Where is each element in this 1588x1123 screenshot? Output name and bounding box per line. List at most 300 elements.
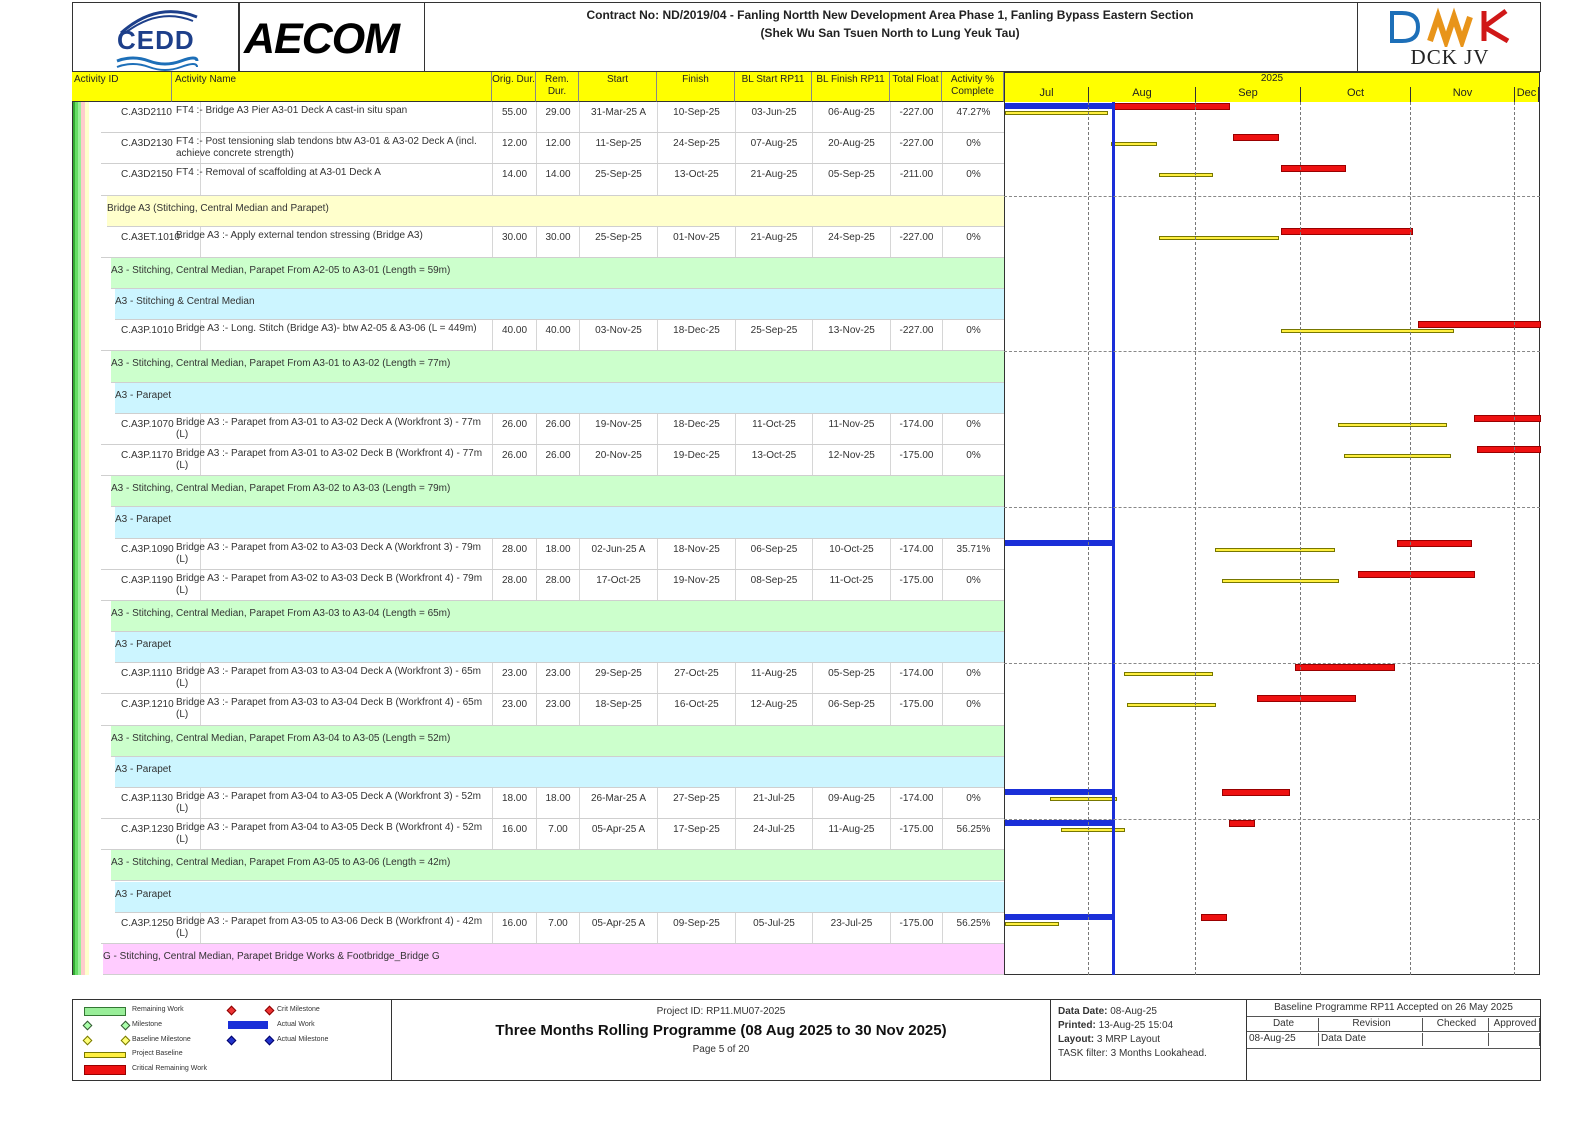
- baseline-bar[interactable]: [1344, 454, 1451, 458]
- revision-block: [1247, 1000, 1540, 1080]
- cell-pct: 35.71%: [943, 539, 1005, 569]
- cell-pct: 0%: [943, 788, 1005, 818]
- revision-cell: [1423, 1033, 1489, 1046]
- wbs-gantt-band: [1005, 601, 1539, 632]
- cell-name: Bridge A3 :- Parapet from A3-04 to A3-05 Deck A (Workfront 3) - 52m (L): [173, 788, 493, 818]
- cell-bl-finish: 13-Nov-25: [813, 320, 891, 350]
- baseline-milestone-icon: [83, 1036, 93, 1046]
- revision-row: [1247, 1032, 1540, 1047]
- cell-orig: 28.00: [493, 570, 537, 600]
- baseline-note: Baseline Programme RP11 Accepted on 26 May 2025: [1274, 1002, 1513, 1013]
- cell-name: Bridge A3 :- Parapet from A3-02 to A3-03 Deck B (Workfront 4) - 79m (L): [173, 570, 493, 600]
- cell-start: 31-Mar-25 A: [580, 102, 658, 132]
- gantt-row-gridline: [1004, 351, 1540, 352]
- wbs-label: A3 - Parapet: [115, 763, 172, 775]
- baseline-bar[interactable]: [1005, 111, 1108, 115]
- critical-remaining-bar[interactable]: [1257, 695, 1356, 702]
- wbs-gantt-band: [1005, 726, 1539, 757]
- cell-rem: 14.00: [537, 164, 580, 194]
- legend-actual-swatch: [228, 1021, 268, 1029]
- cell-bl-start: 11-Oct-25: [736, 414, 813, 444]
- cell-name: Bridge A3 :- Parapet from A3-04 to A3-05 Deck B (Workfront 4) - 52m (L): [173, 819, 493, 849]
- cell-orig: 16.00: [493, 819, 537, 849]
- cell-name: Bridge A3 :- Parapet from A3-01 to A3-02 Deck A (Workfront 3) - 77m (L): [173, 414, 493, 444]
- baseline-bar[interactable]: [1215, 548, 1335, 552]
- cell-bl-start: 03-Jun-25: [736, 102, 813, 132]
- cell-bl-start: 13-Oct-25: [736, 445, 813, 475]
- legend-crit-milestone-label: Crit Milestone: [277, 1006, 320, 1013]
- timeline-header: [1004, 72, 1540, 102]
- activity-table: [72, 102, 1004, 975]
- cell-start: 11-Sep-25: [580, 133, 658, 163]
- gantt-chart: [1004, 102, 1540, 975]
- critical-remaining-bar[interactable]: [1418, 321, 1541, 328]
- cell-start: 20-Nov-25: [580, 445, 658, 475]
- cell-pct: 0%: [943, 663, 1005, 693]
- cell-float: -174.00: [891, 414, 943, 444]
- revision-cell: 08-Aug-25: [1247, 1033, 1319, 1046]
- cell-finish: 18-Dec-25: [658, 414, 736, 444]
- baseline-bar[interactable]: [1281, 329, 1454, 333]
- wbs-label: A3 - Parapet: [115, 639, 172, 651]
- wbs-band[interactable]: [111, 601, 1005, 632]
- wbs-band[interactable]: [111, 850, 1005, 881]
- wbs-band[interactable]: [115, 632, 1005, 663]
- month-oct: Oct: [1301, 87, 1411, 102]
- wbs-label: A3 - Stitching, Central Median, Parapet From A3-01 to A3-02 (Length = 77m): [111, 358, 451, 370]
- legend-remaining-label: Remaining Work: [132, 1006, 184, 1013]
- wbs-band[interactable]: [115, 882, 1005, 913]
- col-start[interactable]: Start: [579, 72, 657, 102]
- milestone-icon: [121, 1021, 131, 1031]
- cell-id: C.A3P.1250: [101, 913, 201, 943]
- cell-orig: 18.00: [493, 788, 537, 818]
- cell-float: -211.00: [891, 164, 943, 194]
- cell-id: C.A3P.1090: [101, 539, 201, 569]
- wbs-label: A3 - Stitching & Central Median: [115, 296, 255, 308]
- cell-finish: 09-Sep-25: [658, 913, 736, 943]
- col-activity-complete[interactable]: Activity % Complete: [942, 72, 1004, 102]
- cell-bl-start: 24-Jul-25: [736, 819, 813, 849]
- cell-bl-finish: 06-Sep-25: [813, 694, 891, 724]
- month-aug: Aug: [1089, 87, 1196, 102]
- critical-remaining-bar[interactable]: [1474, 415, 1541, 422]
- cell-finish: 17-Sep-25: [658, 819, 736, 849]
- critical-remaining-bar[interactable]: [1229, 820, 1255, 827]
- cell-float: -227.00: [891, 227, 943, 257]
- cell-pct: 0%: [943, 227, 1005, 257]
- baseline-bar[interactable]: [1222, 579, 1339, 583]
- wbs-label: A3 - Parapet: [115, 888, 172, 900]
- cedd-logo-box: [72, 2, 239, 72]
- cell-pct: 0%: [943, 694, 1005, 724]
- actual-work-bar[interactable]: [1005, 914, 1113, 920]
- baseline-bar[interactable]: [1159, 236, 1279, 240]
- cell-name: FT4 :- Post tensioning slab tendons btw A3-01 & A3-02 Deck A (incl. achieve concrete strength): [173, 133, 493, 163]
- col-bl-finish[interactable]: BL Finish RP11: [812, 72, 890, 102]
- col-rem-dur[interactable]: Rem. Dur.: [536, 72, 579, 102]
- cell-finish: 27-Oct-25: [658, 663, 736, 693]
- revision-header-cell: Revision: [1319, 1018, 1423, 1031]
- contract-line-1: Contract No: ND/2019/04 - Fanling Nortth New Development Area Phase 1, Fanling Bypass Eastern Section: [586, 8, 1194, 22]
- cell-id: C.A3P.1170: [101, 445, 201, 475]
- critical-remaining-bar[interactable]: [1295, 664, 1395, 671]
- cell-bl-start: 05-Jul-25: [736, 913, 813, 943]
- month-nov: Nov: [1411, 87, 1515, 102]
- actual-work-bar[interactable]: [1005, 789, 1113, 795]
- cell-pct: 0%: [943, 414, 1005, 444]
- cell-float: -174.00: [891, 663, 943, 693]
- cell-name: Bridge A3 :- Parapet from A3-02 to A3-03 Deck A (Workfront 3) - 79m (L): [173, 539, 493, 569]
- cell-orig: 23.00: [493, 663, 537, 693]
- month-sep: Sep: [1196, 87, 1301, 102]
- cell-start: 26-Mar-25 A: [580, 788, 658, 818]
- printed-value: 13-Aug-25 15:04: [1098, 1020, 1174, 1031]
- wbs-label: Bridge A3 (Stitching, Central Median and Parapet): [107, 202, 329, 214]
- col-activity-name[interactable]: Activity Name: [172, 72, 492, 102]
- cell-bl-start: 25-Sep-25: [736, 320, 813, 350]
- footer-divider-2: [1050, 999, 1051, 1081]
- wbs-band[interactable]: [115, 383, 1005, 414]
- cell-rem: 7.00: [537, 913, 580, 943]
- cell-finish: 27-Sep-25: [658, 788, 736, 818]
- month-gridline: [1300, 102, 1301, 975]
- revision-header: [1247, 1017, 1540, 1031]
- wbs-gantt-band: [1005, 476, 1539, 507]
- cell-float: -227.00: [891, 320, 943, 350]
- cell-start: 05-Apr-25 A: [580, 913, 658, 943]
- cell-name: Bridge A3 :- Apply external tendon stressing (Bridge A3): [173, 227, 493, 257]
- activity-row[interactable]: [101, 539, 1005, 570]
- cell-pct: 0%: [943, 164, 1005, 194]
- critical-remaining-bar[interactable]: [1358, 571, 1475, 578]
- critical-remaining-bar[interactable]: [1113, 103, 1230, 110]
- cell-rem: 7.00: [537, 819, 580, 849]
- cell-finish: 10-Sep-25: [658, 102, 736, 132]
- critical-remaining-bar[interactable]: [1477, 446, 1541, 453]
- baseline-bar[interactable]: [1124, 672, 1213, 676]
- cell-bl-start: 07-Aug-25: [736, 133, 813, 163]
- cell-id: C.A3P.1130: [101, 788, 201, 818]
- contract-title: [440, 6, 1340, 42]
- cell-start: 25-Sep-25: [580, 227, 658, 257]
- wbs-gantt-band: [1005, 383, 1539, 414]
- activity-row[interactable]: [101, 570, 1005, 601]
- layout-value: 3 MRP Layout: [1096, 1034, 1161, 1045]
- timeline-year: 2025: [1005, 73, 1539, 88]
- wbs-label: A3 - Stitching, Central Median, Parapet From A3-05 to A3-06 (Length = 42m): [111, 857, 451, 869]
- cell-id: C.A3P.1070: [101, 414, 201, 444]
- cell-bl-finish: 11-Aug-25: [813, 819, 891, 849]
- cell-finish: 16-Oct-25: [658, 694, 736, 724]
- cell-float: -175.00: [891, 570, 943, 600]
- cell-pct: 56.25%: [943, 819, 1005, 849]
- cell-bl-finish: 12-Nov-25: [813, 445, 891, 475]
- wbs-label: G - Stitching, Central Median, Parapet Bridge Works & Footbridge_Bridge G: [103, 950, 440, 962]
- actual-work-bar[interactable]: [1005, 103, 1113, 109]
- wbs-band[interactable]: [115, 757, 1005, 788]
- cell-rem: 18.00: [537, 788, 580, 818]
- month-dec: Dec: [1515, 87, 1539, 102]
- month-gridline: [1514, 102, 1515, 975]
- cell-bl-finish: 05-Sep-25: [813, 663, 891, 693]
- gantt-row-gridline: [1004, 663, 1540, 664]
- month-gridline: [1410, 102, 1411, 975]
- cell-finish: 18-Dec-25: [658, 320, 736, 350]
- cell-start: 29-Sep-25: [580, 663, 658, 693]
- cell-rem: 28.00: [537, 570, 580, 600]
- cell-float: -174.00: [891, 539, 943, 569]
- cell-finish: 13-Oct-25: [658, 164, 736, 194]
- cell-bl-start: 08-Sep-25: [736, 570, 813, 600]
- cell-float: -175.00: [891, 819, 943, 849]
- cell-orig: 28.00: [493, 539, 537, 569]
- legend-actual-milestone-label: Actual Milestone: [277, 1036, 329, 1043]
- cell-float: -175.00: [891, 445, 943, 475]
- wbs-label: A3 - Parapet: [115, 389, 172, 401]
- baseline-bar[interactable]: [1050, 797, 1117, 801]
- wbs-gantt-band: [1005, 882, 1539, 913]
- cell-bl-start: 06-Sep-25: [736, 539, 813, 569]
- wbs-label: A3 - Stitching, Central Median, Parapet From A3-03 to A3-04 (Length = 65m): [111, 607, 451, 619]
- cell-finish: 18-Nov-25: [658, 539, 736, 569]
- month-jul: Jul: [1005, 87, 1089, 102]
- col-total-float[interactable]: Total Float: [890, 72, 942, 102]
- revision-cell: Data Date: [1319, 1033, 1423, 1046]
- baseline-bar[interactable]: [1005, 922, 1059, 926]
- wbs-band[interactable]: [115, 507, 1005, 538]
- cell-orig: 23.00: [493, 694, 537, 724]
- revision-header-cell: Approved: [1489, 1018, 1540, 1031]
- col-activity-id[interactable]: Activity ID: [72, 72, 172, 102]
- critical-remaining-bar[interactable]: [1397, 540, 1472, 547]
- cell-name: Bridge A3 :- Parapet from A3-03 to A3-04 Deck A (Workfront 3) - 65m (L): [173, 663, 493, 693]
- actual-work-bar[interactable]: [1005, 540, 1113, 546]
- cell-name: Bridge A3 :- Parapet from A3-01 to A3-02 Deck B (Workfront 4) - 77m (L): [173, 445, 493, 475]
- wbs-gantt-band: [1005, 258, 1539, 289]
- cell-start: 19-Nov-25: [580, 414, 658, 444]
- legend-baseline-swatch: [84, 1052, 126, 1058]
- legend: [80, 1003, 390, 1079]
- cell-pct: 56.25%: [943, 913, 1005, 943]
- legend-milestone-label: Milestone: [132, 1021, 162, 1028]
- revision-cell: [1489, 1033, 1540, 1046]
- wbs-gantt-band: [1005, 196, 1539, 227]
- cell-finish: 01-Nov-25: [658, 227, 736, 257]
- wbs-label: A3 - Stitching, Central Median, Parapet From A2-05 to A3-01 (Length = 59m): [111, 264, 451, 276]
- revision-header-cell: Checked: [1423, 1018, 1489, 1031]
- gantt-row-gridline: [1004, 819, 1540, 820]
- baseline-bar[interactable]: [1061, 828, 1125, 832]
- cedd-logo-text: CEDD: [117, 25, 195, 55]
- cell-id: C.A3P.1110: [101, 663, 201, 693]
- activity-row[interactable]: [101, 414, 1005, 445]
- cell-name: Bridge A3 :- Long. Stitch (Bridge A3)- btw A2-05 & A3-06 (L = 449m): [173, 320, 493, 350]
- aecom-logo-text: AECOM: [244, 15, 400, 63]
- activity-row[interactable]: [101, 102, 1005, 133]
- crit-milestone-icon: [227, 1006, 237, 1016]
- baseline-bar[interactable]: [1338, 423, 1447, 427]
- activity-row[interactable]: [101, 227, 1005, 258]
- cell-finish: 19-Nov-25: [658, 570, 736, 600]
- data-date-label: Data Date:: [1058, 1006, 1108, 1017]
- actual-milestone-icon: [227, 1036, 237, 1046]
- wbs-gantt-band: [1005, 850, 1539, 881]
- baseline-milestone-icon: [121, 1036, 131, 1046]
- critical-remaining-bar[interactable]: [1233, 134, 1279, 141]
- cell-pct: 0%: [943, 320, 1005, 350]
- cell-bl-finish: 11-Oct-25: [813, 570, 891, 600]
- critical-remaining-bar[interactable]: [1281, 165, 1346, 172]
- cell-pct: 0%: [943, 133, 1005, 163]
- cell-bl-finish: 23-Jul-25: [813, 913, 891, 943]
- gantt-row-gridline: [1004, 196, 1540, 197]
- wbs-band[interactable]: [115, 289, 1005, 320]
- milestone-icon: [83, 1021, 93, 1031]
- cell-bl-start: 21-Aug-25: [736, 227, 813, 257]
- legend-actual-label: Actual Work: [277, 1021, 315, 1028]
- cell-start: 03-Nov-25: [580, 320, 658, 350]
- month-gridline: [1088, 102, 1089, 975]
- programme-title: Three Months Rolling Programme (08 Aug 2025 to 30 Nov 2025): [495, 1022, 947, 1039]
- actual-work-bar[interactable]: [1005, 820, 1113, 826]
- cell-id: C.A3P.1230: [101, 819, 201, 849]
- cell-finish: 19-Dec-25: [658, 445, 736, 475]
- cell-pct: 0%: [943, 570, 1005, 600]
- col-finish[interactable]: Finish: [657, 72, 735, 102]
- wbs-gantt-band: [1005, 632, 1539, 663]
- critical-remaining-bar[interactable]: [1222, 789, 1290, 796]
- baseline-bar[interactable]: [1111, 142, 1157, 146]
- cell-name: Bridge A3 :- Parapet from A3-03 to A3-04 Deck B (Workfront 4) - 65m (L): [173, 694, 493, 724]
- col-bl-start[interactable]: BL Start RP11: [735, 72, 812, 102]
- cell-rem: 18.00: [537, 539, 580, 569]
- cell-start: 25-Sep-25: [580, 164, 658, 194]
- cell-float: -174.00: [891, 788, 943, 818]
- dck-logo-icon: [1358, 7, 1542, 47]
- cell-rem: 12.00: [537, 133, 580, 163]
- cell-orig: 12.00: [493, 133, 537, 163]
- wbs-gantt-band: [1005, 351, 1539, 382]
- dck-logo-box: [1357, 2, 1541, 72]
- cell-rem: 23.00: [537, 694, 580, 724]
- activity-row[interactable]: [101, 663, 1005, 694]
- cell-bl-finish: 09-Aug-25: [813, 788, 891, 818]
- wbs-label: A3 - Parapet: [115, 514, 172, 526]
- cell-bl-finish: 06-Aug-25: [813, 102, 891, 132]
- activity-row[interactable]: [101, 445, 1005, 476]
- cell-bl-finish: 20-Aug-25: [813, 133, 891, 163]
- activity-row[interactable]: [101, 788, 1005, 819]
- cell-pct: 0%: [943, 445, 1005, 475]
- wbs-gantt-band: [1005, 507, 1539, 538]
- wbs-band[interactable]: [103, 944, 1005, 975]
- page-number: Page 5 of 20: [692, 1044, 750, 1055]
- col-orig-dur[interactable]: Orig. Dur.: [492, 72, 536, 102]
- crit-milestone-icon: [265, 1006, 275, 1016]
- cell-bl-start: 21-Aug-25: [736, 164, 813, 194]
- wbs-gantt-band: [1005, 757, 1539, 788]
- cell-id: C.A3D2110: [101, 102, 201, 132]
- cell-start: 18-Sep-25: [580, 694, 658, 724]
- activity-row[interactable]: [101, 913, 1005, 944]
- cell-rem: 26.00: [537, 445, 580, 475]
- gantt-row-gridline: [1004, 507, 1540, 508]
- cell-rem: 40.00: [537, 320, 580, 350]
- cell-bl-start: 21-Jul-25: [736, 788, 813, 818]
- month-gridline: [1195, 102, 1196, 975]
- task-filter: TASK filter: 3 Months Lookahead.: [1058, 1048, 1207, 1059]
- wbs-label: A3 - Stitching, Central Median, Parapet From A3-02 to A3-03 (Length = 79m): [111, 483, 451, 495]
- cell-bl-finish: 05-Sep-25: [813, 164, 891, 194]
- cell-start: 17-Oct-25: [580, 570, 658, 600]
- project-id: Project ID: RP11.MU07-2025: [656, 1006, 786, 1017]
- legend-critical-label: Critical Remaining Work: [132, 1065, 207, 1072]
- cell-orig: 30.00: [493, 227, 537, 257]
- data-date-value: 08-Aug-25: [1110, 1006, 1157, 1017]
- cell-id: C.A3D2150: [101, 164, 201, 194]
- cell-orig: 55.00: [493, 102, 537, 132]
- cell-name: FT4 :- Bridge A3 Pier A3-01 Deck A cast-in situ span: [173, 102, 493, 132]
- print-meta: [1058, 1005, 1244, 1061]
- activity-row[interactable]: [101, 819, 1005, 850]
- data-date-line: [1112, 102, 1115, 975]
- cell-name: FT4 :- Removal of scaffolding at A3-01 Deck A: [173, 164, 493, 194]
- wbs-label: A3 - Stitching, Central Median, Parapet From A3-04 to A3-05 (Length = 52m): [111, 732, 451, 744]
- cell-start: 05-Apr-25 A: [580, 819, 658, 849]
- cell-name: Bridge A3 :- Parapet from A3-05 to A3-06 Deck B (Workfront 4) - 42m (L): [173, 913, 493, 943]
- layout-label: Layout:: [1058, 1034, 1095, 1045]
- timeline-months: [1005, 87, 1539, 102]
- cell-rem: 29.00: [537, 102, 580, 132]
- cell-rem: 23.00: [537, 663, 580, 693]
- contract-line-2: (Shek Wu San Tsuen North to Lung Yeuk Tau): [760, 26, 1020, 40]
- wbs-band[interactable]: [111, 476, 1005, 507]
- activity-row[interactable]: [101, 164, 1005, 195]
- cell-float: -227.00: [891, 102, 943, 132]
- cell-bl-finish: 11-Nov-25: [813, 414, 891, 444]
- cell-rem: 30.00: [537, 227, 580, 257]
- cell-orig: 16.00: [493, 913, 537, 943]
- cell-id: C.A3P.1210: [101, 694, 201, 724]
- activity-row[interactable]: [101, 694, 1005, 725]
- critical-remaining-bar[interactable]: [1201, 914, 1227, 921]
- cell-bl-finish: 10-Oct-25: [813, 539, 891, 569]
- activity-row[interactable]: [101, 320, 1005, 351]
- legend-remaining-swatch: [84, 1007, 126, 1016]
- cell-finish: 24-Sep-25: [658, 133, 736, 163]
- wbs-band[interactable]: [107, 196, 1005, 227]
- cell-orig: 14.00: [493, 164, 537, 194]
- legend-critical-swatch: [84, 1065, 126, 1075]
- cell-float: -175.00: [891, 694, 943, 724]
- cell-float: -227.00: [891, 133, 943, 163]
- legend-baseline-milestone-label: Baseline Milestone: [132, 1036, 191, 1043]
- baseline-bar[interactable]: [1159, 173, 1213, 177]
- activity-row[interactable]: [101, 133, 1005, 164]
- cell-bl-start: 12-Aug-25: [736, 694, 813, 724]
- cell-start: 02-Jun-25 A: [580, 539, 658, 569]
- cell-id: C.A3P.1010: [101, 320, 201, 350]
- baseline-bar[interactable]: [1127, 703, 1216, 707]
- wbs-band[interactable]: [111, 258, 1005, 289]
- cell-float: -175.00: [891, 913, 943, 943]
- cell-bl-start: 11-Aug-25: [736, 663, 813, 693]
- wbs-band[interactable]: [111, 726, 1005, 757]
- wbs-band[interactable]: [111, 351, 1005, 382]
- revision-header-cell: Date: [1247, 1018, 1319, 1031]
- wbs-gantt-band: [1005, 944, 1539, 975]
